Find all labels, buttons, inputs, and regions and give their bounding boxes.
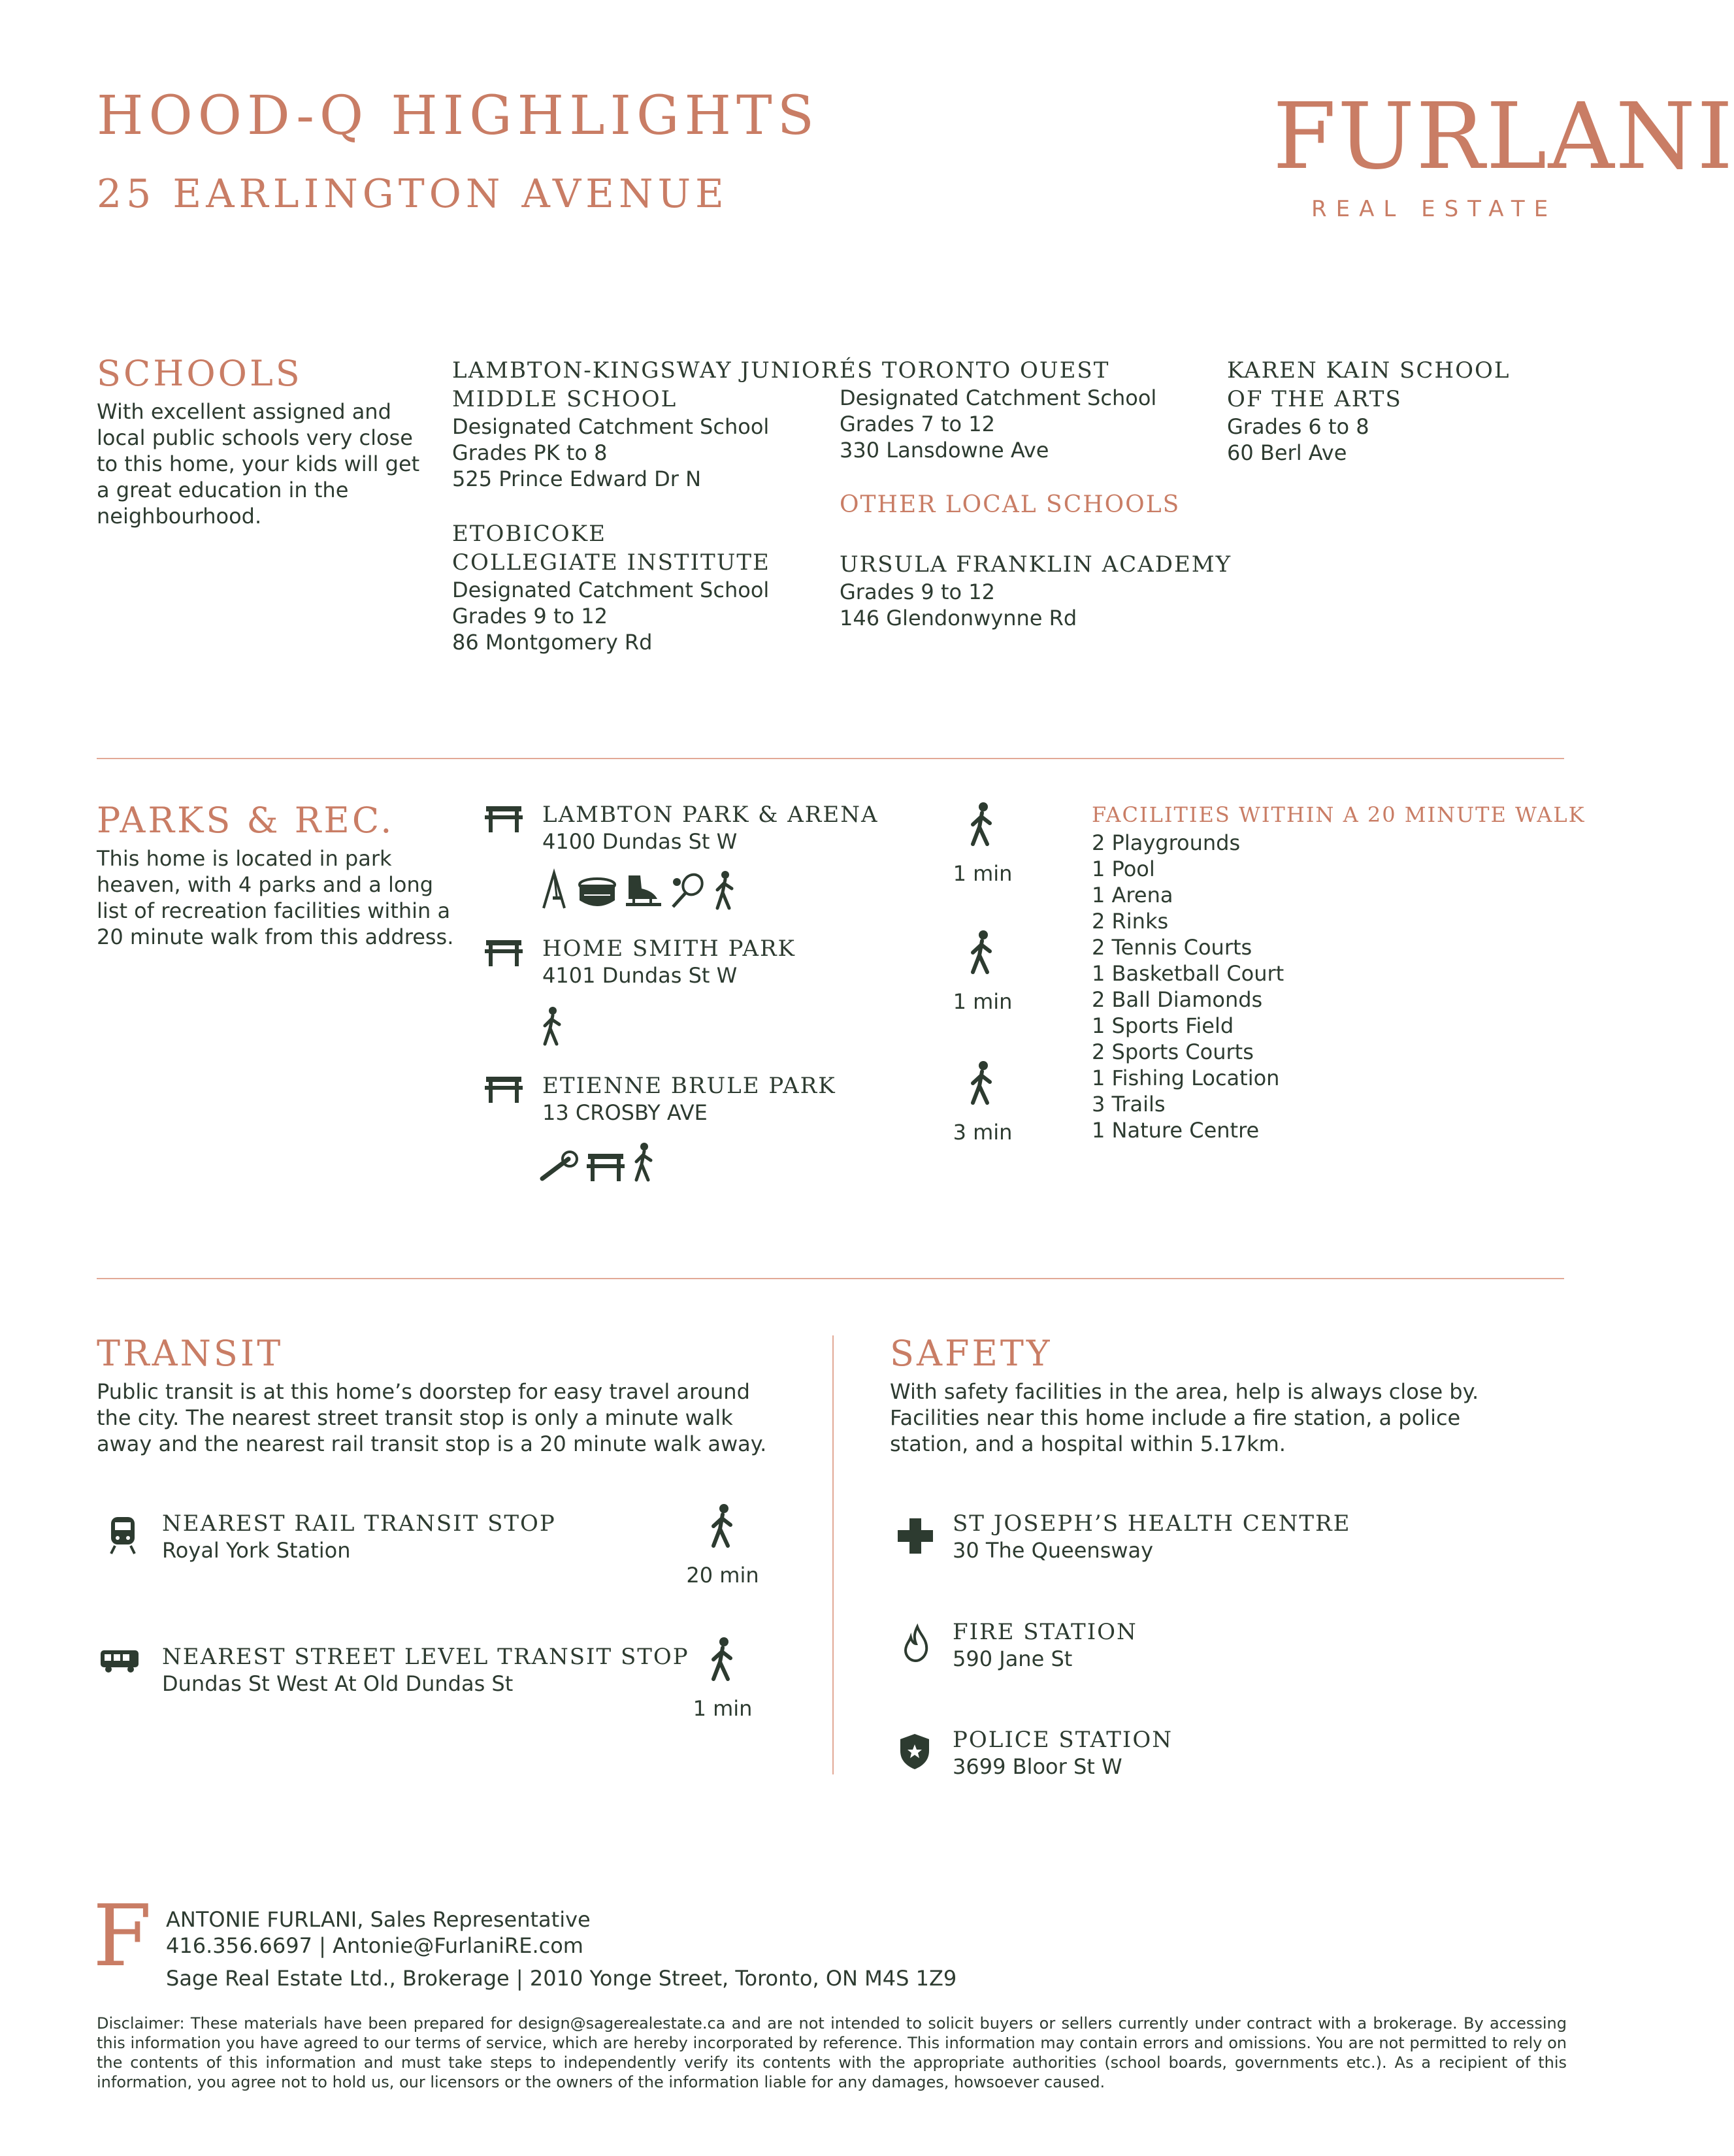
school-address: 60 Berl Ave: [1227, 440, 1347, 465]
school-name: OF THE ARTS: [1227, 386, 1402, 412]
hiker-icon: [712, 870, 736, 912]
park-address: 4101 Dundas St W: [542, 963, 738, 988]
fire-icon: [903, 1625, 929, 1662]
facility-item: 2 Rinks: [1092, 909, 1169, 934]
walk-time: 1 min: [953, 861, 1013, 886]
school-card: [840, 550, 1245, 631]
street-stop-label: NEAREST STREET LEVEL TRANSIT STOP: [162, 1644, 689, 1670]
walk-icon: [708, 1637, 737, 1680]
property-address: 25 EARLINGTON AVENUE: [97, 171, 728, 217]
walk-time: 1 min: [953, 989, 1013, 1014]
school-grades: Grades PK to 8: [452, 440, 608, 465]
school-name: COLLEGIATE INSTITUTE: [452, 549, 770, 576]
hospital-address: 30 The Queensway: [953, 1538, 1154, 1563]
school-name: URSULA FRANKLIN ACADEMY: [840, 551, 1232, 578]
park-facility-icons: [540, 870, 736, 912]
school-card: [840, 356, 1225, 463]
section-divider: [97, 758, 1564, 759]
agent-name: ANTONIE FURLANI, Sales Representative: [166, 1907, 591, 1932]
school-grades: Grades 7 to 12: [840, 412, 995, 436]
hospital-cross-icon: [896, 1517, 934, 1555]
facility-item: 2 Ball Diamonds: [1092, 987, 1263, 1012]
playground-icon: [540, 870, 571, 912]
schools-description: With excellent assigned and local public schools very close to this home, your kids will get a great education in the neighbourhood.: [97, 399, 420, 529]
baseball-icon: [540, 1150, 580, 1184]
facility-item: 1 Basketball Court: [1092, 961, 1284, 986]
street-stop-name: Dundas St West At Old Dundas St: [162, 1671, 514, 1696]
school-address: 86 Montgomery Rd: [452, 630, 653, 655]
facilities-list: [1092, 830, 1284, 1143]
fire-station-name: FIRE STATION: [953, 1619, 1137, 1645]
facility-item: 1 Arena: [1092, 883, 1173, 907]
facility-item: 2 Sports Courts: [1092, 1039, 1254, 1064]
school-grades: Grades 9 to 12: [840, 580, 995, 604]
walk-icon: [968, 802, 996, 845]
school-address: 525 Prince Edward Dr N: [452, 466, 702, 491]
police-shield-icon: [899, 1733, 930, 1771]
school-card: [1227, 356, 1593, 466]
school-grades: Grades 6 to 8: [1227, 414, 1369, 439]
park-name: ETIENNE BRULE PARK: [542, 1073, 836, 1099]
hiker-icon: [540, 1006, 563, 1048]
school-name: LAMBTON-KINGSWAY JUNIOR: [452, 357, 840, 384]
school-name: MIDDLE SCHOOL: [452, 386, 678, 412]
school-name: ETOBICOKE: [452, 521, 606, 547]
school-card: [452, 356, 844, 492]
park-name: HOME SMITH PARK: [542, 936, 796, 962]
column-divider: [832, 1335, 834, 1774]
skate-icon: [623, 874, 663, 912]
facility-item: 3 Trails: [1092, 1092, 1166, 1117]
footer-monogram: F: [93, 1886, 152, 1985]
facilities-heading: FACILITIES WITHIN A 20 MINUTE WALK: [1092, 802, 1586, 827]
bus-icon: [99, 1649, 140, 1674]
walk-icon: [968, 930, 996, 973]
park-facility-icons: [540, 1142, 655, 1184]
picnic-bench-icon: [587, 1152, 625, 1184]
walk-time: 1 min: [693, 1696, 753, 1721]
train-icon: [108, 1514, 137, 1555]
rail-stop-label: NEAREST RAIL TRANSIT STOP: [162, 1511, 556, 1537]
facility-item: 2 Tennis Courts: [1092, 935, 1252, 960]
school-address: 330 Lansdowne Ave: [840, 438, 1049, 463]
hiker-icon: [631, 1142, 655, 1184]
school-grades: Grades 9 to 12: [452, 604, 608, 629]
brokerage-info: Sage Real Estate Ltd., Brokerage | 2010 Yonge Street, Toronto, ON M4S 1Z9: [166, 1966, 957, 1991]
fire-station-address: 590 Jane St: [953, 1646, 1073, 1671]
park-bench-icon: [485, 939, 523, 966]
park-address: 13 CROSBY AVE: [542, 1100, 708, 1125]
school-type: Designated Catchment School: [452, 578, 770, 602]
park-address: 4100 Dundas St W: [542, 829, 738, 854]
police-station-address: 3699 Bloor St W: [953, 1754, 1122, 1779]
transit-description: Public transit is at this home’s doorstep for easy travel around the city. The nearest street transit stop is only a minute walk away and the nearest rail transit stop is a 20 minute walk away.: [97, 1379, 767, 1456]
tennis-icon: [669, 873, 706, 912]
park-bench-icon: [485, 805, 523, 832]
park-bench-icon: [485, 1075, 523, 1103]
disclaimer: Disclaimer: These materials have been prepared for design@sagerealestate.ca and are not intended to solicit buyers or sellers currently under contract with a brokerage. By accessing this information you have agreed to our terms of service, which are hereby incorporated by reference. This information may contain errors and omissions. You are not permitted to rely on the contents of this information and must take steps to independently verify its contents with the appropriate authorities (school boards, governments etc.). As a recipient of this information, you agree not to hold us, our licensors or the owners of the information liable for any damages, howsoever caused.: [97, 2014, 1567, 2091]
brand-logo-subtitle: REAL ESTATE: [1311, 196, 1558, 222]
school-name: KAREN KAIN SCHOOL: [1227, 357, 1511, 384]
agent-contact: 416.356.6697 | Antonie@FurlaniRE.com: [166, 1933, 583, 1958]
pool-icon: [578, 877, 617, 912]
walk-time: 20 min: [686, 1563, 759, 1588]
facility-item: 1 Sports Field: [1092, 1013, 1234, 1038]
park-facility-icons: [540, 1006, 563, 1048]
walk-icon: [708, 1504, 737, 1547]
safety-description: With safety facilities in the area, help is always close by. Facilities near this home include a fire station, a police station, and a hospital within 5.17km.: [890, 1379, 1479, 1456]
facility-item: 1 Pool: [1092, 857, 1155, 881]
school-type: Designated Catchment School: [840, 385, 1157, 410]
hospital-name: ST JOSEPH’S HEALTH CENTRE: [953, 1511, 1351, 1537]
school-type: Designated Catchment School: [452, 414, 770, 439]
parks-heading: PARKS & REC.: [97, 800, 395, 841]
other-schools-heading: OTHER LOCAL SCHOOLS: [840, 491, 1181, 518]
facility-item: 1 Fishing Location: [1092, 1066, 1280, 1090]
police-station-name: POLICE STATION: [953, 1727, 1173, 1753]
walk-icon: [968, 1061, 996, 1104]
walk-time: 3 min: [953, 1120, 1013, 1145]
school-card: [452, 519, 844, 655]
parks-description: This home is located in park heaven, with 4 parks and a long list of recreation facilities within a 20 minute walk from this address.: [97, 846, 454, 949]
page-title: HOOD-Q HIGHLIGHTS: [97, 85, 819, 147]
facility-item: 1 Nature Centre: [1092, 1118, 1260, 1143]
facility-item: 2 Playgrounds: [1092, 830, 1241, 855]
brand-logo: FURLANI: [1273, 84, 1734, 190]
schools-heading: SCHOOLS: [97, 353, 303, 394]
section-divider: [97, 1278, 1564, 1279]
school-name: ÉS TORONTO OUEST: [840, 357, 1110, 384]
transit-heading: TRANSIT: [97, 1333, 284, 1374]
school-address: 146 Glendonwynne Rd: [840, 606, 1077, 630]
rail-stop-name: Royal York Station: [162, 1538, 351, 1563]
safety-heading: SAFETY: [890, 1333, 1053, 1374]
park-name: LAMBTON PARK & ARENA: [542, 802, 879, 828]
